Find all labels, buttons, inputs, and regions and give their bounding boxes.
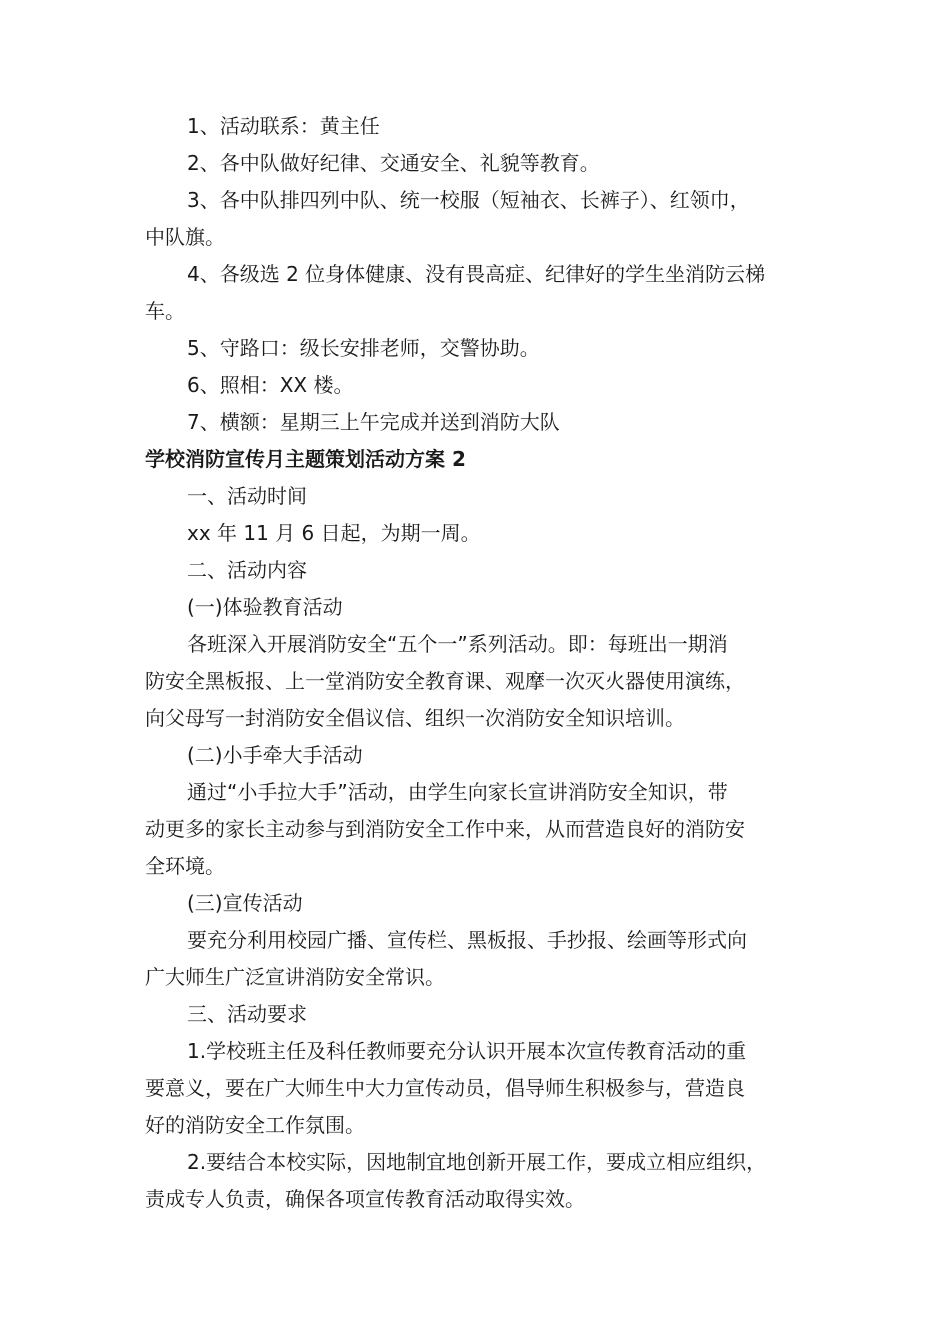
- paragraph-time: xx 年 11 月 6 日起，为期一周。: [187, 521, 481, 545]
- list-item-banner: 7、横额：星期三上午完成并送到消防大队: [187, 410, 560, 434]
- heading-activity-content: 二、活动内容: [187, 558, 307, 582]
- paragraph-experience: 各班深入开展消防安全“五个一”系列活动。即：每班出一期消: [187, 632, 728, 656]
- list-item-photo: 6、照相：XX 楼。: [187, 373, 354, 397]
- list-item-ladder: 4、各级选 2 位身体健康、没有畏高症、纪律好的学生坐消防云梯: [187, 262, 766, 286]
- subheading-publicity: (三)宣传活动: [187, 891, 303, 915]
- list-item-contact: 1、活动联系：黄主任: [187, 114, 380, 138]
- list-item-crossing: 5、守路口：级长安排老师，交警协助。: [187, 336, 540, 360]
- paragraph-requirement-1-cont: 好的消防安全工作氛围。: [145, 1113, 365, 1137]
- paragraph-experience-cont: 防安全黑板报、上一堂消防安全教育课、观摩一次灭火器使用演练，: [145, 669, 745, 693]
- section-title: 学校消防宣传月主题策划活动方案 2: [145, 447, 466, 471]
- list-item-uniform-cont: 中队旗。: [145, 225, 225, 249]
- document-body: [145, 108, 825, 1218]
- paragraph-experience-cont: 向父母写一封消防安全倡议信、组织一次消防安全知识培训。: [145, 706, 685, 730]
- paragraph-small-hands-cont: 动更多的家长主动参与到消防安全工作中来，从而营造良好的消防安: [145, 817, 745, 841]
- heading-requirements: 三、活动要求: [187, 1002, 307, 1026]
- paragraph-requirement-1: 1.学校班主任及科任教师要充分认识开展本次宣传教育活动的重: [187, 1039, 747, 1063]
- paragraph-requirement-2-cont: 责成专人负责，确保各项宣传教育活动取得实效。: [145, 1187, 585, 1211]
- list-item-discipline: 2、各中队做好纪律、交通安全、礼貌等教育。: [187, 151, 600, 175]
- paragraph-requirement-2: 2.要结合本校实际，因地制宜地创新开展工作，要成立相应组织，: [187, 1150, 767, 1174]
- list-item-uniform: 3、各中队排四列中队、统一校服（短袖衣、长裤子）、红领巾，: [187, 188, 750, 212]
- paragraph-small-hands: 通过“小手拉大手”活动，由学生向家长宣讲消防安全知识，带: [187, 780, 728, 804]
- paragraph-publicity: 要充分利用校园广播、宣传栏、黑板报、手抄报、绘画等形式向: [187, 928, 747, 952]
- heading-activity-time: 一、活动时间: [187, 484, 307, 508]
- paragraph-small-hands-cont: 全环境。: [145, 854, 225, 878]
- paragraph-publicity-cont: 广大师生广泛宣讲消防安全常识。: [145, 965, 445, 989]
- subheading-experience: (一)体验教育活动: [187, 595, 343, 619]
- subheading-small-hands: (二)小手牵大手活动: [187, 743, 363, 767]
- paragraph-requirement-1-cont: 要意义，要在广大师生中大力宣传动员，倡导师生积极参与，营造良: [145, 1076, 745, 1100]
- list-item-ladder-cont: 车。: [145, 299, 185, 323]
